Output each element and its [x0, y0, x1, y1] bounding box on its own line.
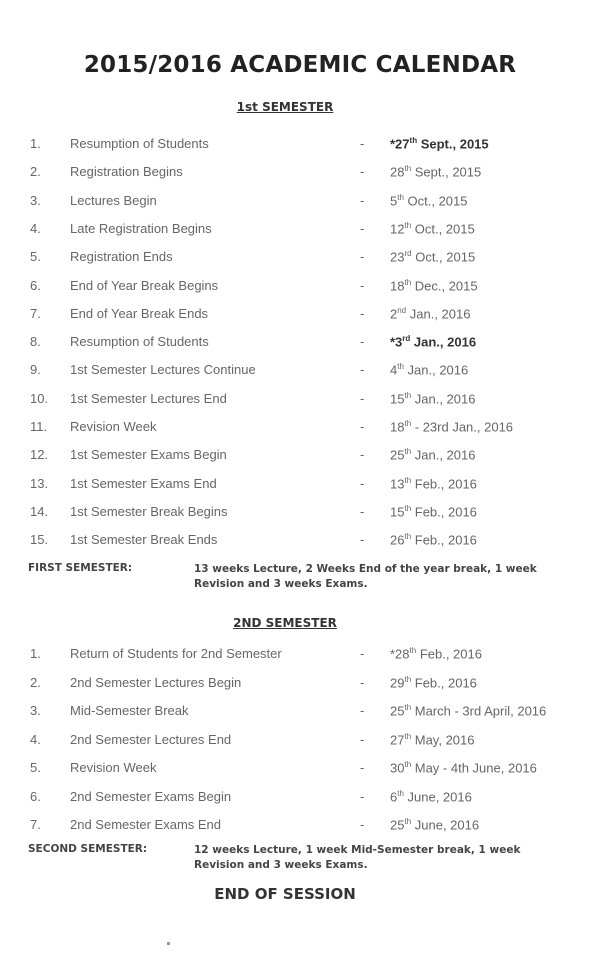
row-number: 3. [30, 192, 41, 208]
separator: - [360, 475, 365, 491]
event-date: 30th May - 4th June, 2016 [390, 760, 537, 776]
event-name: Revision Week [70, 760, 157, 775]
event-date: *28th Feb., 2016 [390, 646, 482, 662]
event-name: 2nd Semester Exams End [70, 817, 222, 832]
event-name: Lectures Begin [70, 192, 157, 208]
separator: - [360, 817, 365, 832]
event-date: 25th Jan., 2016 [390, 447, 476, 463]
calendar-row [0, 447, 600, 467]
separator: - [360, 503, 365, 519]
separator: - [360, 731, 365, 747]
summary-label: SECOND SEMESTER: [28, 843, 148, 855]
event-name: Resumption of Students [70, 334, 209, 350]
calendar-row [0, 703, 600, 723]
row-number: 2. [30, 164, 41, 180]
event-name: End of Year Break Ends [70, 305, 209, 321]
event-name: 2nd Semester Lectures Begin [70, 674, 242, 690]
event-name: Resumption of Students [70, 136, 209, 151]
row-number: 12. [30, 447, 49, 463]
document-title: 2015/2016 ACADEMIC CALENDAR [83, 52, 517, 78]
event-name: Mid-Semester Break [70, 703, 189, 718]
event-date: 2nd Jan., 2016 [390, 305, 471, 322]
row-number: 5. [30, 760, 41, 775]
row-number: 7. [30, 305, 41, 321]
event-date: 25th June, 2016 [390, 817, 480, 833]
event-date: *3rd Jan., 2016 [390, 334, 477, 350]
second-semester-heading: 2ND SEMESTER [233, 616, 337, 630]
end-of-session: END OF SESSION [214, 885, 356, 903]
calendar-row [0, 760, 600, 780]
separator: - [360, 419, 365, 434]
calendar-row [0, 476, 600, 496]
event-name: 2nd Semester Exams Begin [70, 788, 232, 804]
separator: - [360, 760, 365, 775]
separator: - [360, 277, 365, 293]
row-number: 8. [30, 334, 41, 350]
event-date: 26th Feb., 2016 [390, 532, 477, 548]
separator: - [360, 674, 365, 690]
event-name: 1st Semester Exams Begin [70, 447, 227, 463]
event-date: 25th March - 3rd April, 2016 [390, 703, 547, 719]
event-name: Revision Week [70, 419, 157, 434]
row-number: 15. [30, 532, 49, 548]
event-date: *27th Sept., 2015 [390, 136, 489, 152]
event-date: 29th Feb., 2016 [390, 674, 477, 690]
separator: - [360, 703, 365, 718]
separator: - [360, 192, 365, 208]
calendar-row [0, 789, 600, 809]
calendar-row [0, 306, 600, 326]
row-number: 11. [30, 419, 48, 434]
event-date: 6th June, 2016 [390, 788, 472, 804]
event-date: 23rd Oct., 2015 [390, 249, 476, 265]
calendar-row [0, 419, 600, 439]
separator: - [360, 532, 365, 548]
separator: - [360, 646, 365, 661]
row-number: 14. [30, 503, 49, 519]
row-number: 4. [30, 731, 41, 747]
calendar-row [0, 164, 600, 184]
separator: - [360, 447, 365, 463]
calendar-row [0, 221, 600, 241]
event-name: 2nd Semester Lectures End [70, 731, 232, 747]
event-date: 5th Oct., 2015 [390, 192, 468, 208]
scan-speck [167, 942, 170, 945]
separator: - [360, 334, 365, 350]
event-date: 18th - 23rd Jan., 2016 [390, 419, 514, 435]
row-number: 5. [30, 249, 41, 265]
separator: - [360, 362, 365, 378]
event-name: Registration Ends [70, 249, 173, 265]
event-date: 15th Jan., 2016 [390, 390, 476, 407]
row-number: 6. [30, 788, 41, 804]
calendar-row [0, 817, 600, 837]
calendar-row [0, 362, 600, 382]
calendar-row [0, 675, 600, 695]
calendar-row [0, 504, 600, 524]
event-date: 27th May, 2016 [390, 731, 475, 747]
row-number: 7. [30, 817, 41, 832]
event-name: Late Registration Begins [70, 220, 212, 236]
event-date: 28th Sept., 2015 [390, 164, 482, 180]
row-number: 1. [30, 646, 41, 661]
calendar-row [0, 646, 600, 666]
row-number: 10. [30, 390, 49, 406]
calendar-row [0, 278, 600, 298]
event-date: 13th Feb., 2016 [390, 475, 477, 491]
row-number: 2. [30, 674, 41, 690]
separator: - [360, 305, 365, 321]
calendar-row [0, 136, 600, 156]
summary-label: FIRST SEMESTER: [28, 562, 133, 574]
event-name: 1st Semester Exams End [70, 475, 217, 491]
separator: - [360, 788, 365, 804]
event-date: 18th Dec., 2015 [390, 277, 478, 293]
separator: - [360, 249, 365, 265]
event-name: 1st Semester Break Ends [70, 532, 218, 548]
separator: - [360, 220, 365, 236]
calendar-row [0, 532, 600, 552]
event-name: End of Year Break Begins [70, 277, 219, 293]
separator: - [360, 164, 365, 180]
calendar-row [0, 193, 600, 213]
separator: - [360, 136, 365, 151]
calendar-row [0, 391, 600, 411]
row-number: 6. [30, 277, 41, 293]
separator: - [360, 390, 365, 406]
event-date: 4th Jan., 2016 [390, 362, 469, 378]
row-number: 1. [30, 136, 41, 151]
event-name: 1st Semester Lectures Continue [70, 362, 256, 378]
event-name: 1st Semester Lectures End [70, 390, 227, 406]
summary-text: 13 weeks Lecture, 2 Weeks End of the year break, 1 week Revision and 3 weeks Exams. [194, 563, 537, 590]
summary-text: 12 weeks Lecture, 1 week Mid-Semester break, 1 week Revision and 3 weeks Exams. [194, 844, 521, 871]
calendar-row [0, 732, 600, 752]
row-number: 9. [30, 362, 41, 378]
event-date: 12th Oct., 2015 [390, 220, 475, 237]
event-name: 1st Semester Break Begins [70, 503, 228, 519]
row-number: 13. [30, 475, 49, 491]
event-name: Return of Students for 2nd Semester [70, 646, 282, 661]
first-semester-heading: 1st SEMESTER [236, 100, 334, 114]
row-number: 3. [30, 703, 41, 718]
event-date: 15th Feb., 2016 [390, 503, 477, 520]
event-name: Registration Begins [70, 164, 183, 180]
calendar-row [0, 249, 600, 269]
calendar-row [0, 334, 600, 354]
row-number: 4. [30, 220, 41, 236]
